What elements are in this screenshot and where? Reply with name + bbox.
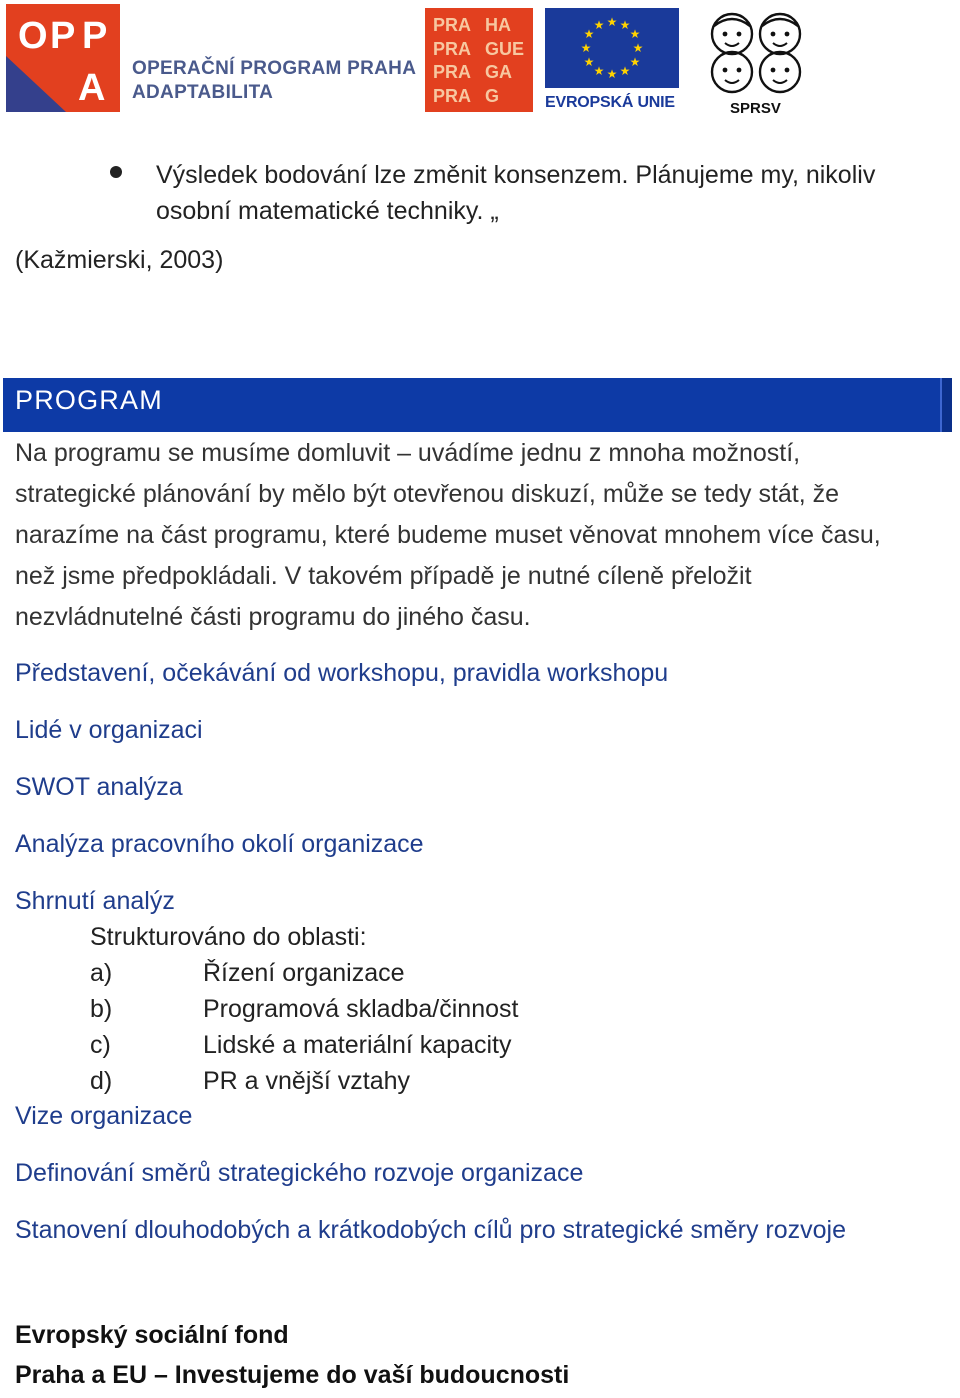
quote-line-2: osobní matematické techniky. „ — [156, 197, 499, 225]
subitem-letter-d: d) — [90, 1067, 113, 1095]
sprsv-logo — [696, 4, 816, 120]
subitem-text-b: Programová skladba/činnost — [203, 995, 519, 1023]
eu-logo-caption: EVROPSKÁ UNIE — [545, 94, 675, 111]
paragraph-line-2: strategické plánování by mělo být otevřenou diskuzí, může se tedy stát, že — [15, 480, 840, 508]
subitem-text-d: PR a vnější vztahy — [203, 1067, 411, 1095]
program-item-swot: SWOT analýza — [15, 773, 183, 801]
svg-text:★: ★ — [593, 64, 605, 78]
svg-text:★: ★ — [629, 55, 641, 69]
oppa-mark-letter-p2: P — [82, 15, 108, 57]
praha-logo-right-column — [485, 14, 524, 108]
svg-text:★: ★ — [619, 64, 631, 78]
oppa-logo-line2: ADAPTABILITA — [132, 82, 274, 103]
program-item-introduction: Představení, očekávání od workshopu, pravidla workshopu — [15, 659, 669, 687]
program-banner-edge — [940, 378, 952, 432]
quote-citation: (Kažmierski, 2003) — [15, 246, 224, 274]
svg-text:★: ★ — [619, 18, 631, 32]
svg-text:★: ★ — [606, 15, 618, 29]
program-item-goals: Stanovení dlouhodobých a krátkodobých cílů pro strategické směry rozvoje — [15, 1216, 847, 1244]
praha-right-2: GUE — [485, 38, 525, 59]
paragraph-line-1: Na programu se musíme domluvit – uvádíme jednu z mnoha možností, — [15, 439, 801, 467]
eu-flag-icon — [545, 8, 679, 88]
oppa-mark-letter-o: O — [18, 15, 48, 57]
praha-left-3: PRA — [433, 62, 472, 82]
program-item-analysis-summary: Shrnutí analýz — [15, 887, 175, 915]
oppa-logo-line1: OPERAČNÍ PROGRAM PRAHA — [132, 58, 417, 79]
program-item-people: Lidé v organizaci — [15, 716, 203, 744]
sprsv-faces-icon — [696, 4, 816, 100]
sprsv-logo-caption: SPRSV — [730, 100, 781, 117]
svg-text:★: ★ — [583, 55, 595, 69]
praha-left-1: PRA — [433, 15, 472, 35]
subitem-text-a: Řízení organizace — [203, 959, 405, 987]
footer-line-2: Praha a EU – Investujeme do vaší budoucnosti — [15, 1361, 570, 1389]
program-item-development-directions: Definování směrů strategického rozvoje organizace — [15, 1159, 584, 1187]
paragraph-line-4: než jsme předpokládali. V takovém případě je nutné cíleně přeložit — [15, 562, 752, 590]
praha-right-4: G — [485, 85, 500, 106]
subitem-letter-c: c) — [90, 1031, 111, 1059]
praha-right-3: GA — [485, 62, 512, 82]
subitem-letter-b: b) — [90, 995, 113, 1023]
svg-text:★: ★ — [580, 41, 592, 55]
program-heading: PROGRAM — [15, 385, 163, 415]
oppa-mark-letter-a: A — [78, 67, 106, 109]
praha-left-2: PRA — [433, 38, 472, 59]
svg-text:★: ★ — [583, 27, 595, 41]
paragraph-line-5: nezvládnutelné části programu do jiného času. — [15, 603, 531, 631]
oppa-logo — [6, 4, 417, 112]
program-paragraph — [15, 433, 881, 638]
program-item-vision: Vize organizace — [15, 1102, 193, 1130]
praha-right-1: HA — [485, 15, 511, 35]
quote-line-1: Výsledek bodování lze změnit konsenzem. Plánujeme my, nikoliv — [156, 161, 876, 189]
program-item-environment-analysis: Analýza pracovního okolí organizace — [15, 830, 424, 858]
oppa-mark-letter-p1: P — [50, 15, 76, 57]
praha-logo-left-column — [433, 14, 471, 108]
bullet-dot — [110, 166, 122, 178]
oppa-mark — [6, 4, 120, 112]
praha-logo — [425, 8, 533, 112]
svg-text:★: ★ — [593, 18, 605, 32]
structured-label: Strukturováno do oblasti: — [90, 923, 367, 951]
subitem-letter-a: a) — [90, 959, 113, 987]
svg-text:★: ★ — [606, 67, 618, 81]
paragraph-line-3: narazíme na část programu, které budeme muset věnovat mnohem více času, — [15, 521, 881, 549]
praha-left-4: PRA — [433, 85, 472, 106]
eu-logo — [545, 8, 679, 112]
svg-text:★: ★ — [629, 27, 641, 41]
subitem-text-c: Lidské a materiální kapacity — [203, 1031, 512, 1059]
footer-line-1: Evropský sociální fond — [15, 1321, 289, 1349]
svg-text:★: ★ — [632, 41, 644, 55]
